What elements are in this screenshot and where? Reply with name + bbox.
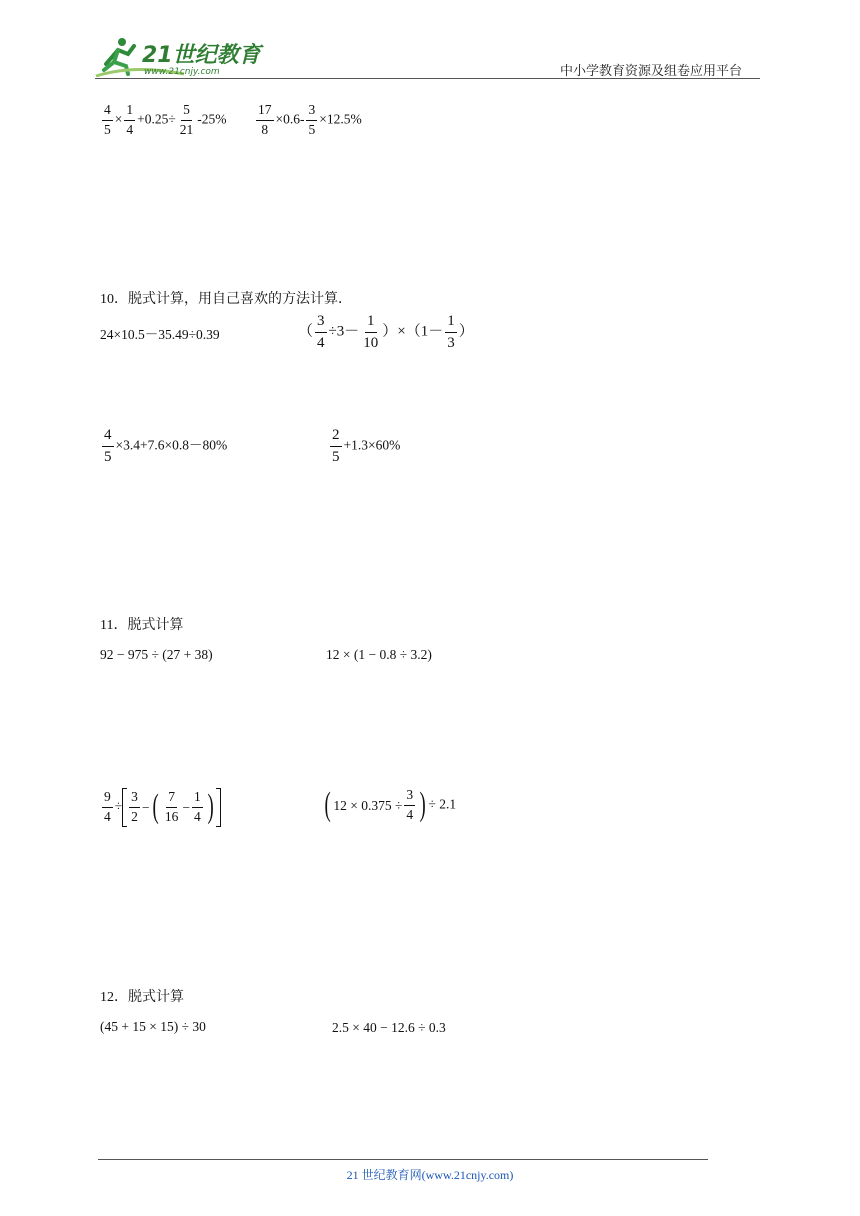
fraction-denominator: 16 (164, 808, 179, 824)
fraction (192, 790, 203, 825)
fraction-numerator: 3 (315, 313, 327, 333)
fraction-numerator: 1 (365, 313, 377, 333)
paren-group: ( $\frac{7}{16}$ − $\frac{1}{4}$ ) (152, 788, 214, 826)
fraction-numerator: 5 (181, 103, 192, 121)
fraction-denominator: 4 (194, 808, 201, 824)
expr-q10-c: $\frac{4}{5}$ ×3.4+7.6×0.8－80% (104, 427, 228, 465)
fraction (404, 788, 415, 823)
fraction-numerator: 1 (192, 790, 203, 808)
fraction (330, 427, 342, 465)
fraction-denominator: 5 (104, 121, 111, 137)
fraction-denominator: 21 (179, 121, 194, 137)
expr-q12-b: 2.5 × 40 − 12.6 ÷ 0.3 (332, 1020, 446, 1035)
fraction (163, 790, 181, 825)
question-11-heading: 11．脱式计算 (100, 618, 184, 633)
fraction-denominator: 10 (363, 334, 379, 351)
fraction-numerator: 17 (256, 103, 274, 121)
fraction (306, 103, 317, 138)
expr-p0-a: $\frac{4}{5}$ × $\frac{1}{4}$ +0.25÷ $\frac{5}{21}$ -25% (104, 102, 227, 137)
expr-p0-b: $\frac{17}{8}$ ×0.6- $\frac{3}{5}$ ×12.5% (258, 102, 362, 137)
fraction (124, 103, 135, 138)
expr-q10-a: 24×10.5－35.49÷0.39 (100, 327, 220, 342)
logo-url: www.21cnjy.com (144, 67, 220, 77)
fraction-numerator: 3 (306, 103, 317, 121)
fraction-denominator: 5 (308, 121, 316, 137)
fraction-numerator: 1 (445, 313, 457, 333)
fraction-denominator: 4 (104, 808, 111, 824)
paren-group: ( 12 × 0.375 ÷ $\frac{3}{4}$ ) (324, 786, 426, 824)
footer-divider (98, 1159, 708, 1160)
fraction (102, 427, 114, 465)
question-10-heading: 10．脱式计算，用自己喜欢的方法计算． (100, 292, 352, 307)
fraction-denominator: 4 (317, 334, 325, 351)
fraction-numerator: 4 (102, 427, 114, 447)
fraction-denominator: 3 (447, 334, 455, 351)
header-divider (95, 78, 760, 79)
header-platform-text: 中小学教育资源及组卷应用平台 (560, 63, 743, 78)
fraction-denominator: 8 (261, 121, 269, 137)
square-bracket-group: $\frac{3}{2}$ − ( $\frac{7}{16}$ − $\frac{1}{4}$ ) (122, 788, 221, 827)
fraction-numerator: 7 (166, 790, 177, 808)
footer-link[interactable]: 21 世纪教育网(www.21cnjy.com) (346, 1168, 514, 1182)
expr-q11-b: 12 × (1 − 0.8 ÷ 3.2) (326, 647, 432, 662)
fraction (361, 313, 380, 351)
fraction-denominator: 5 (104, 448, 112, 465)
fraction (102, 790, 113, 825)
expr-q11-d: ( 12 × 0.375 ÷ $\frac{3}{4}$ ) ÷ 2.1 (322, 788, 456, 823)
expr-q12-a: (45 + 15 × 15) ÷ 30 (100, 1019, 206, 1034)
fraction-numerator: 9 (102, 790, 113, 808)
question-12-heading: 12．脱式计算 (100, 990, 184, 1005)
fraction (129, 790, 140, 825)
expr-q10-b: （ $\frac{3}{4}$ ÷3－ $\frac{1}{10}$ ）×（1－ $\frac{1}{3}$ ） (298, 313, 474, 351)
fraction-denominator: 4 (406, 806, 414, 822)
fraction-denominator: 5 (332, 448, 340, 465)
fraction-numerator: 3 (404, 788, 415, 806)
fraction-numerator: 4 (102, 103, 113, 121)
fraction-numerator: 2 (330, 427, 342, 447)
site-logo (94, 34, 264, 78)
expr-q11-a: 92 − 975 ÷ (27 + 38) (100, 647, 213, 662)
fraction-numerator: 1 (124, 103, 135, 121)
fraction (256, 103, 274, 138)
expr-q11-c: $\frac{9}{4}$ ÷ $\frac{3}{2}$ − ( $\frac{7}{16}$ − $\frac{1}{4}$ ) (100, 788, 221, 827)
fraction (445, 313, 457, 351)
fraction-denominator: 2 (131, 808, 138, 824)
fraction-denominator: 4 (126, 121, 134, 137)
fraction-numerator: 3 (129, 790, 140, 808)
fraction (178, 103, 196, 138)
logo-text: 21世纪教育 (142, 43, 261, 68)
expr-q10-d: $\frac{2}{5}$ +1.3×60% (332, 427, 401, 465)
fraction (315, 313, 327, 351)
fraction (102, 103, 113, 138)
